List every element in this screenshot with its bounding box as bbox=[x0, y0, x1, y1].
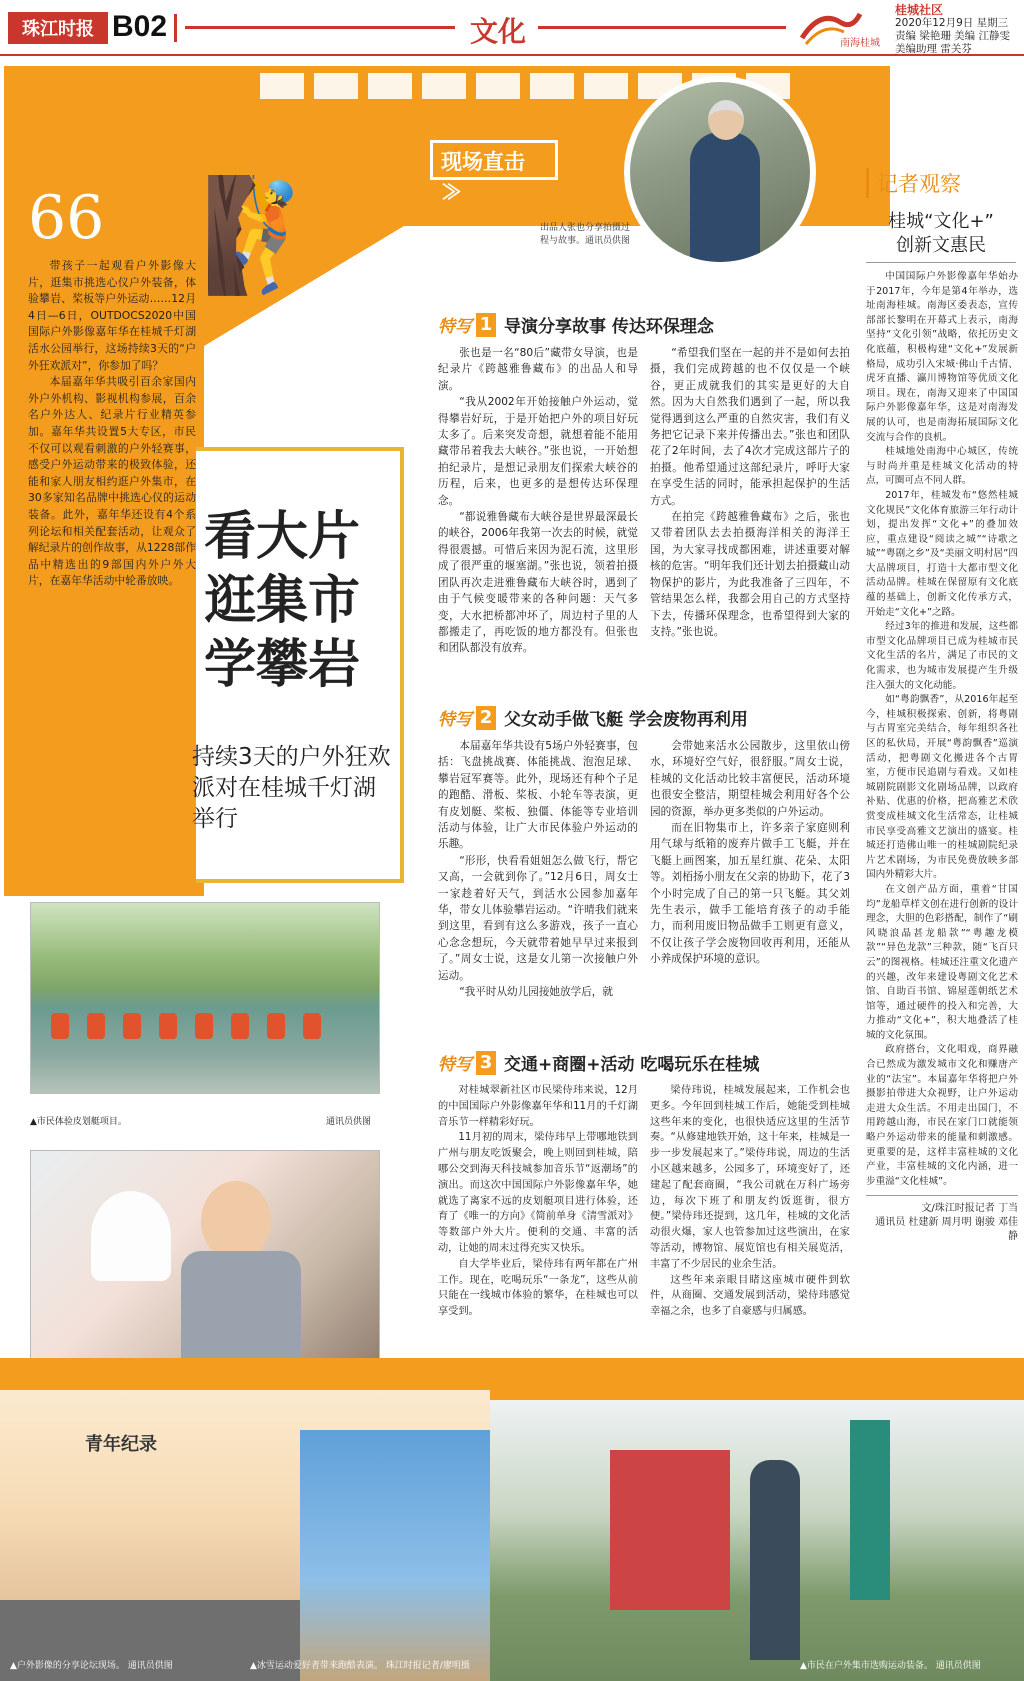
paragraph: 中国国际户外影像嘉年华始办于2017年，今年是第4年举办，选址南海桂城。南海区委表态，宣传部部长黎明在开幕式上表示，南海坚持“文化引领”战略，依托历史文化底蕴，积极构建“文化+”发展新格局，成功引入宋城·佛山千古情、虎牙直播、瀛川博物馆等优质文化项目。现在，南海又迎来了中国国际户外影像嘉年华，这是对南海发展的认可，也是南海拓展国际文化交流与合作的良机。 bbox=[866, 271, 1018, 443]
section-tag: 特写 bbox=[438, 317, 472, 337]
paragraph: 如“粤韵飘香”，从2016年起至今，桂城积极探索、创新，将粤剧与古胃室完美结合，每年组织各社区的私伙局，开展“粤韵飘香”巡演活动，把粤剧文化搬进各个古胃室，方便市民追剧与看戏。又如桂城剧院剧影文化剧场品牌，以政府补贴、优惠的价格，把高雅艺术欣赏变成桂城文化生活常态，让桂城市民享受高雅文艺演出的盛宴。桂城还打造佛山唯一的桂城剧院纪录片艺术剧场，为市民免费放映多部国内外精彩大片。 bbox=[866, 694, 1018, 881]
film-strip-decoration bbox=[260, 66, 900, 106]
parkour-sky bbox=[300, 1430, 490, 1681]
paragraph: 而在旧物集市上，许多亲子家庭则利用气球与纸箱的废弃片做手工飞艇，并在飞艇上画图案，加五星红旗、花朵、太阳等。刘栢扬小朋友在父亲的协助下，花了3个小时完成了自己的第一只飞艇。其父刘先生表示，做手工能培育孩子的动手能力，而利用废旧物品做手工则更有意义，不仅让孩子学会废物回收再利用，还能从小养成保护环境的意识。 bbox=[650, 822, 850, 966]
adult-hat bbox=[91, 1191, 171, 1281]
section-number: 2 bbox=[476, 706, 496, 730]
climber-silhouette-icon: 🧗 bbox=[200, 171, 337, 299]
market-banner bbox=[850, 1420, 890, 1600]
sidebar-title-line: 创新文惠民 bbox=[896, 235, 986, 256]
sidebar-title-line: 桂城“文化+” bbox=[888, 211, 994, 232]
paragraph: 本届嘉年华共设有5场户外轻赛事，包括：飞盘挑战赛、体能挑战、泡泡足球、攀岩冠军赛等。此外，现场还有种个子足的跑酷、滑板、桨板、小轮车等表演，更有皮划艇、桨板、独僵、体能等专业培训活动与体验，让广大市民体验户外运动的乐趣。 bbox=[438, 740, 638, 851]
section-1-col-1 bbox=[438, 345, 638, 657]
section-title: 文化 bbox=[470, 15, 527, 48]
section-rule-left bbox=[185, 26, 455, 29]
section-heading-2 bbox=[438, 705, 748, 730]
section-2-col-2 bbox=[650, 738, 850, 968]
header-divider bbox=[174, 14, 177, 42]
byline bbox=[866, 1195, 1018, 1244]
paragraph: “我从2002年开始接触户外运动，觉得攀岩好玩，于是开始把户外的项目好玩太多了。后来突发奇想，就想着能不能用藏带吊着我去大峡谷。”张也说，一开始想拍纪录片，是想记录朋友们探索大峡谷的历程，后来，也更多的是想传达环保理念。 bbox=[438, 396, 638, 507]
section-tag: 特写 bbox=[438, 710, 472, 730]
section-heading-1 bbox=[438, 312, 714, 337]
paragraph: 会带她来活水公园散步，这里依山傍水，环境好空气好，很舒服。”周女士说，桂城的文化活动比较丰富便民，活动环境也很安全整洁，期望桂城会利用好各个公园的资源，举办更多类似的户外运动。 bbox=[650, 740, 850, 818]
section-3-col-2 bbox=[650, 1083, 850, 1320]
intro-paragraph: 本届嘉年华共吸引百余家国内外户外机构、影视机构参展，百余名户外达人、纪录片行业精英参加。嘉年华共设置5大专区，市民不仅可以观看刺激的户外轻赛事，感受户外运动带来的极致体验，还能和家人朋友相约逛户外集市，在30多家知名品牌中挑选心仪的运动装备。此外，嘉年华还设有4个系列论坛和相关配套活动，让观众了解纪录片的创作故事，从1228部作品中精选出的9部国内外户外大片，在嘉年华活动中轮番放映。 bbox=[28, 375, 196, 588]
headline-line: 学攀岩 bbox=[204, 634, 361, 695]
section-title-text: 父女动手做飞艇 学会废物再利用 bbox=[504, 710, 748, 730]
director-figure bbox=[690, 132, 760, 268]
paragraph: “希望我们坚在一起的并不是如何去拍摄，我们完成跨越的也不仅仅是一个峡谷，更正成就我们的其实是更好的大自然。因为大自然我们遇到了一起，所以我觉得遇到这么严重的自然灾害，我们有义务把它记录下来并传播出去。”张也和团队花了2年时间，去了4次才完成这部片子的拍摄。他希望通过这部纪录片，呼吁大家在享受生活的同时，能承担起保护的生活方式。 bbox=[650, 347, 850, 507]
date-line: 2020年12月9日 星期三 bbox=[895, 17, 1009, 29]
kayak-credit: 通讯员供图 bbox=[326, 1117, 372, 1127]
paragraph: “我平时从幼儿园接她放学后，就 bbox=[459, 986, 613, 999]
paragraph: 自大学毕业后，梁侍玮有两年都在广州工作。现在，吃喝玩乐“一条龙”，这些从前只能在一线城市体验的繁华，在桂城也可以享受到。 bbox=[438, 1258, 638, 1318]
section-number: 3 bbox=[476, 1051, 496, 1075]
header-info bbox=[895, 4, 1010, 56]
byline-author: 文/珠江时报记者 丁当 bbox=[921, 1203, 1018, 1214]
editor-line: 责编 梁艳珊 美编 江静雯 bbox=[895, 30, 1011, 42]
paragraph: “都说雅鲁藏布大峡谷是世界最深最长的峡谷，2006年我第一次去的时候，就觉得很震撼。可惜后来因为泥石流，这里形成了很严重的堰塞湖。”张也说，领着拍摄团队再次走进雅鲁藏布大峡谷时，遇到了由于气候变暖带来的各种问题：天气多变，大水把桥都冲坏了，周边村子里的人都搬走了，再吃饭的地方都没有。但张也和团队都没有放弃。 bbox=[438, 511, 638, 655]
section-3-col-1 bbox=[438, 1083, 638, 1320]
section-heading-3 bbox=[438, 1050, 759, 1075]
bottom-left-caption: ▲户外影像的分享论坛现场。 通讯员供图 bbox=[10, 1661, 173, 1671]
sub-headline: 持续3天的户外狂欢派对在桂城千灯湖举行 bbox=[192, 744, 391, 832]
director-head bbox=[708, 100, 744, 140]
sidebar-title bbox=[866, 210, 1016, 258]
page-number: B02 bbox=[112, 10, 168, 43]
paper-logo: 珠江时报 bbox=[8, 12, 108, 44]
intro-text bbox=[28, 258, 196, 590]
section-title-text: 交通+商圈+活动 吃喝玩乐在桂城 bbox=[504, 1055, 760, 1075]
market-photo bbox=[490, 1400, 1024, 1681]
section-number: 1 bbox=[476, 313, 496, 337]
paragraph: 11月初的周末，梁侍玮早上带哪地铁到广州与朋友吃饭聚会，晚上则回到桂城，陪哪公交到海天科技城参加音乐节“返潮场”的演出。而这次中国国际户外影像嘉年华，她就选了离家不远的皮划艇项目进行体验，还育了《唯一的方向》《简前单身《清雪派对》等数部户外大片。便利的交通、丰富的活动，让她的周末过得充实又快乐。 bbox=[438, 1132, 638, 1254]
paragraph: 经过3年的推进和发展，这些都市型文化品牌项目已成为桂城市民文化生活的名片，满足了市民的文化需求，也为城市发展提产生升级注入强大的文化动能。 bbox=[866, 621, 1018, 691]
paragraph: 在拍完《跨越雅鲁藏布》之后，张也又带着团队去去拍摄海洋相关的海洋王国，为大家寻找成都困难，讲述重要对解核的危害。“明年我们还计划去拍摄藏山动物保护的影片，为此我准备了三四年，不管结果怎么样，我都会用自己的方式坚持下去，传播环保理念，也希望得到大家的支持。”张也说。 bbox=[650, 511, 850, 638]
section-rule-right bbox=[538, 26, 786, 29]
sidebar-text bbox=[866, 270, 1018, 1189]
section-title-text: 导演分享故事 传达环保理念 bbox=[504, 317, 714, 337]
paragraph: 这些年来亲眼目睹这座城市硬件到软件，从商圈、交通发展到活动，梁侍玮感觉幸福之余，也多了自豪感与归属感。 bbox=[650, 1274, 850, 1318]
sidebar-divider bbox=[866, 262, 1016, 263]
section-2-col-1 bbox=[438, 738, 638, 1001]
director-photo bbox=[624, 76, 816, 268]
shopper-figure bbox=[750, 1460, 800, 1660]
kid-craft-photo bbox=[30, 1150, 380, 1380]
byline-correspondents: 通讯员 杜建新 周月明 谢骏 邓佳静 bbox=[875, 1217, 1018, 1242]
column-name: 桂城社区 bbox=[895, 3, 944, 17]
paragraph: 桂城地处南海中心城区，传统与时尚并重是桂城文化活动的特点，可圈可点不同人群。 bbox=[866, 446, 1018, 487]
bottom-right-caption: ▲市民在户外集市选购运动装备。 通讯员供图 bbox=[800, 1661, 981, 1671]
kayak-caption: ▲市民体验皮划艇项目。 bbox=[30, 1117, 127, 1127]
bottom-mid-caption: ▲冰雪运动爱好者带来跑酷表演。 珠江时报记者/廖明摄 bbox=[250, 1661, 470, 1671]
headline-line: 逛集市 bbox=[204, 570, 361, 631]
market-clothes bbox=[610, 1450, 730, 1610]
director-photo-caption: 出品人张也分享拍摄过程与故事。通讯员供图 bbox=[540, 223, 631, 246]
brand-name: 南海桂城 bbox=[840, 38, 880, 49]
paragraph: 政府搭台，文化唱戏，商界融合已然成为激发城市文化和赚唐产业的“法宝”。本届嘉年华将把户外摄影拍带进大众视野，让户外运动走进大众生活。不用走出国门，不用跨越山海，市民在家门口就能领略户外运动带来的能量和刺激感。更重要的是，这样丰富桂城的文化产业，丰富桂城的文化内涵，进一步重溢“文化桂城”。 bbox=[866, 1044, 1018, 1187]
section-tag: 特写 bbox=[438, 1055, 472, 1075]
paragraph: “形形，快看看姐姐怎么做飞行，帮它又高，一会就到你了。”12月6日，周女士一家趁着好天气，到活水公园参加嘉年华，带女儿体验攀岩运动。“许晴我们就来到这里，看到有这么多游戏，孩子一直心心念念想玩，今天就带着她早早过来报到了。”周女士说，这是女儿第一次接触户外运动。 bbox=[438, 854, 638, 982]
kayak-row bbox=[31, 1013, 380, 1043]
banner-text: 青年纪录 bbox=[85, 1434, 157, 1455]
sidebar-label: 记者观察 bbox=[866, 168, 961, 198]
assist-line: 美编助理 雷关芬 bbox=[895, 43, 972, 55]
paragraph: 张也是一名“80后”藏带女导演，也是纪录片《跨越雅鲁藏布》的出品人和导演。 bbox=[438, 347, 638, 392]
kayak-photo bbox=[30, 902, 380, 1094]
forum-and-parkour-photo bbox=[0, 1390, 490, 1681]
intro-paragraph: 带孩子一起观看户外影像大片，逛集市挑选心仪户外装备，体验攀岩、桨板等户外运动……12月4日—6日，OUTDOCS2020中国国际户外影像嘉年华在桂城千灯湖活水公园举行，这场持续3天的“户外狂欢派对”，你参加了吗？ bbox=[28, 259, 196, 372]
paragraph: 对桂城翠新社区市民梁侍玮来说，12月的中国国际户外影像嘉年华和11月的千灯湖音乐节一样精彩好玩。 bbox=[438, 1085, 638, 1128]
child-head bbox=[201, 1181, 271, 1261]
section-1-col-2 bbox=[650, 345, 850, 640]
paragraph: 在文创产品方面，重着“甘国均”龙船草样文创在进行创新的设计理念，大胆的色彩搭配，制作了“刷风晓浪晶甚龙船款”“粤趣龙模款”“异色龙款”三种款，随“飞百只云”的图视格。桂城还注重文化遗产的兴趣，改年来建设粤剧文化艺术馆、自助百书馆、锦屋莲朝纸艺术馆等，通过硬件的投入和完善，大力推动“文化+”，积大地叠活了桂城的文化氛围。 bbox=[866, 883, 1018, 1041]
headline-line: 看大片 bbox=[204, 506, 361, 567]
paragraph: 2017年，桂城发布“悠然桂城文化规民”文化体育旅游三年行动计划，提出发挥“文化+”的叠加效应，重点建设“阅读之城”“诗歌之城”“粤剧之乡”及“美丽文明村居”四大品牌项目，打造十大都市型文化活动品牌。桂城在保留原有文化底蕴的基础上，创新文化传承方式，开始走“文化+”之路。 bbox=[866, 489, 1018, 618]
main-headline bbox=[204, 505, 404, 697]
scene-label: 现场直击 ≫ bbox=[430, 140, 558, 180]
paragraph: 梁侍玮说，桂城发展起来，工作机会也更多。今年回到桂城工作后，她能受到桂城这些年来的变化，也很快适应这里的生活节奏。“从修建地铁开始，这十年来，桂城是一步一步发展起来了。”梁侍玮说，周边的生活小区越来越多，公园多了，环境变好了，还建起了配套商圈，“我公司就在万科广场旁边，每次下班了和朋友约饭逛街，很方便。”梁侍玮还提到，这几年，桂城的文化活动很火爆，家人也管参加过这些演出，在家等活动，博物馆、展览馆也有相关展览活，丰富了不少居民的业余生活。 bbox=[650, 1085, 850, 1270]
quote-mark: 66 bbox=[28, 183, 105, 253]
